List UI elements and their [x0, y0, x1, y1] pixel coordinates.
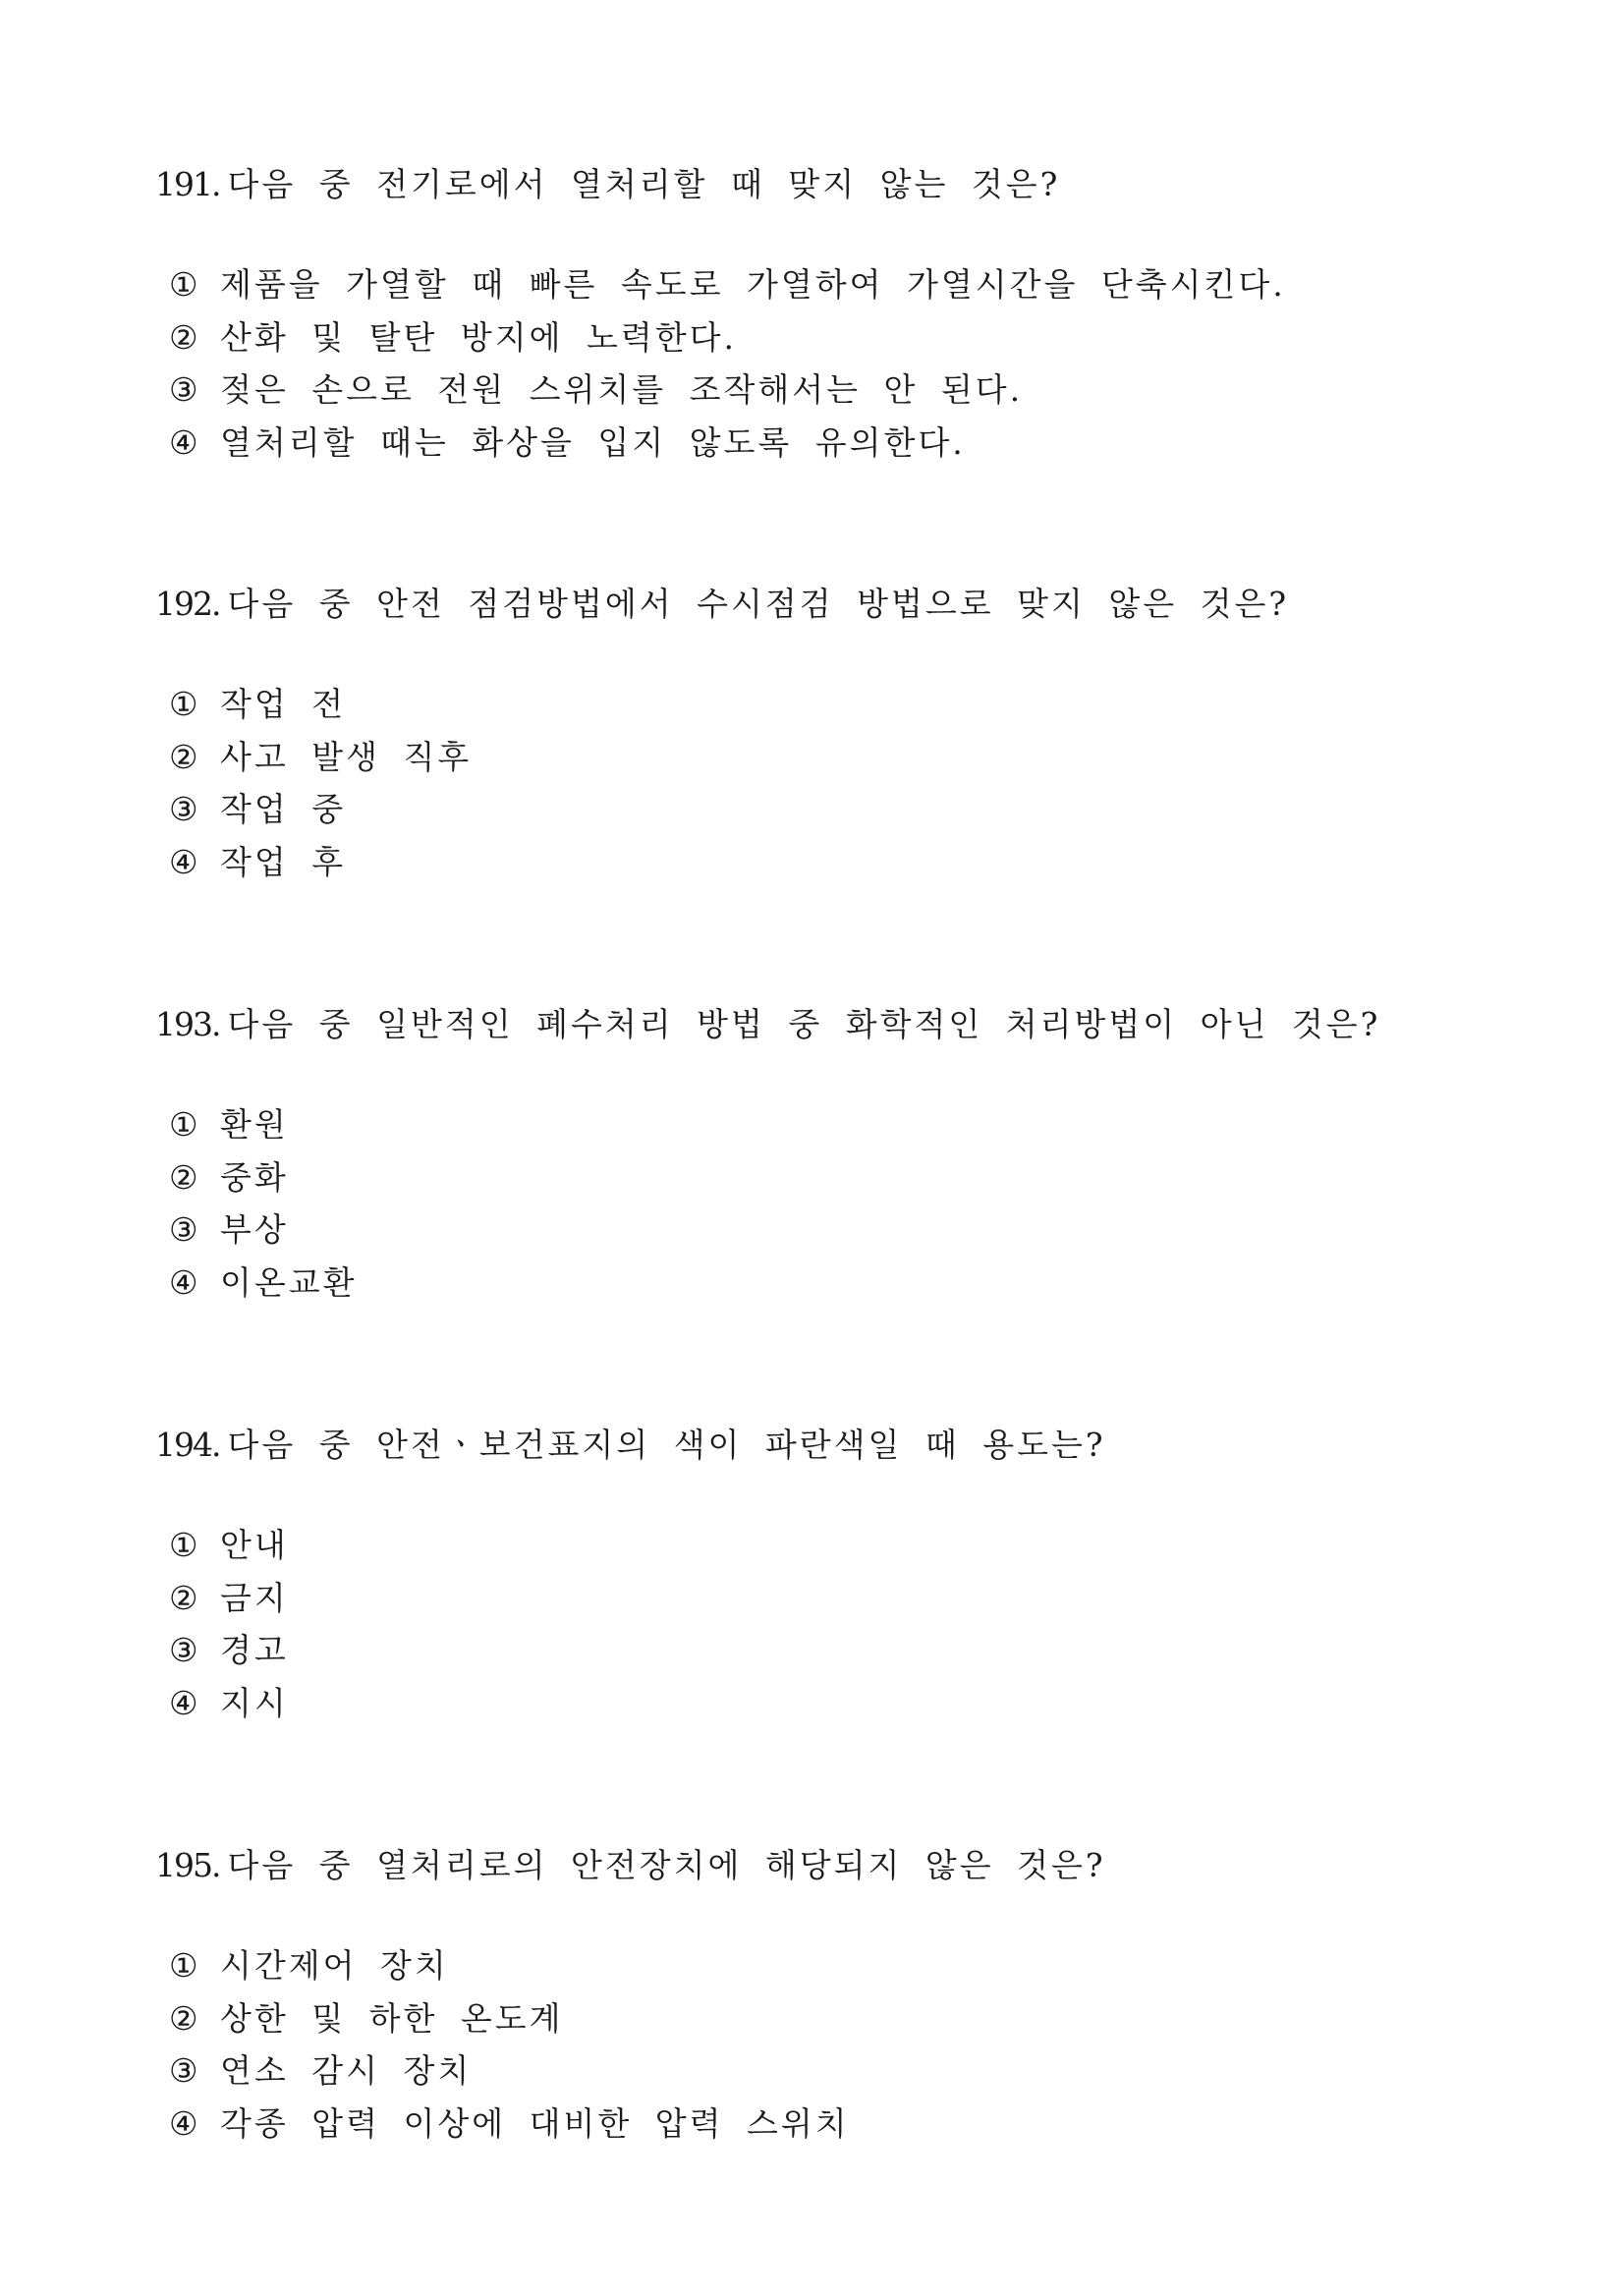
- option-mark: ①: [169, 685, 198, 723]
- question-191: [155, 165, 1511, 476]
- option-list: [155, 1946, 1511, 2156]
- question-number: 194.: [155, 1426, 220, 1464]
- question-stem: [155, 1005, 1511, 1044]
- option-mark: ①: [169, 1526, 198, 1564]
- option-2: [169, 1579, 1511, 1632]
- option-text: 상한 및 하한 온도계: [220, 1998, 564, 2038]
- option-list: [155, 1105, 1511, 1316]
- option-text: 작업 중: [220, 790, 347, 828]
- question-stem: [155, 1846, 1511, 1885]
- option-mark: ③: [169, 1631, 198, 1669]
- option-mark: ②: [169, 1578, 198, 1617]
- option-list: [155, 265, 1511, 476]
- option-mark: ①: [169, 1105, 198, 1144]
- option-mark: ④: [169, 2103, 198, 2143]
- option-3: [169, 2051, 1511, 2104]
- question-195: [155, 1846, 1511, 2156]
- option-mark: ①: [169, 265, 198, 304]
- option-mark: ②: [169, 1998, 198, 2038]
- question-194: [155, 1426, 1511, 1736]
- option-mark: ①: [169, 1946, 198, 1985]
- option-1: [169, 1526, 1511, 1579]
- option-text: 젖은 손으로 전원 스위치를 조작해서는 안 된다.: [220, 370, 1024, 409]
- option-text: 연소 감시 장치: [220, 2051, 473, 2090]
- option-text: 제품을 가열할 때 빠른 속도로 가열하여 가열시간을 단축시킨다.: [220, 265, 1286, 304]
- option-text: 시간제어 장치: [220, 1946, 449, 1985]
- option-2: [169, 1158, 1511, 1211]
- option-2: [169, 738, 1511, 791]
- option-text: 금지: [220, 1578, 289, 1617]
- question-192: [155, 585, 1511, 895]
- option-4: [169, 843, 1511, 896]
- question-number: 195.: [155, 1846, 220, 1884]
- option-text: 부상: [220, 1210, 289, 1249]
- question-stem: [155, 165, 1511, 204]
- question-text: 다음 중 일반적인 폐수처리 방법 중 화학적인 처리방법이 아닌 것은?: [227, 1005, 1381, 1043]
- option-3: [169, 1210, 1511, 1263]
- option-mark: ②: [169, 737, 198, 776]
- option-3: [169, 790, 1511, 843]
- option-4: [169, 1684, 1511, 1737]
- question-stem: [155, 1426, 1511, 1465]
- option-1: [169, 1946, 1511, 1999]
- option-text: 경고: [220, 1631, 289, 1669]
- option-list: [155, 1526, 1511, 1736]
- option-text: 환원: [220, 1105, 289, 1144]
- option-text: 지시: [220, 1683, 289, 1722]
- option-1: [169, 265, 1511, 318]
- option-text: 산화 및 탈탄 방지에 노력한다.: [220, 317, 737, 357]
- question-text: 다음 중 안전 점검방법에서 수시점검 방법으로 맞지 않은 것은?: [227, 585, 1290, 623]
- option-3: [169, 1631, 1511, 1684]
- option-2: [169, 1999, 1511, 2052]
- option-4: [169, 423, 1511, 476]
- option-3: [169, 370, 1511, 423]
- option-2: [169, 318, 1511, 371]
- option-text: 안내: [220, 1526, 289, 1564]
- option-text: 중화: [220, 1157, 289, 1197]
- question-text: 다음 중 안전ㆍ보건표지의 색이 파란색일 때 용도는?: [227, 1426, 1106, 1464]
- option-mark: ④: [169, 1683, 198, 1722]
- option-mark: ③: [169, 2051, 198, 2090]
- option-mark: ②: [169, 317, 198, 357]
- option-mark: ③: [169, 370, 198, 409]
- question-text: 다음 중 전기로에서 열처리할 때 맞지 않는 것은?: [227, 165, 1061, 203]
- option-mark: ④: [169, 422, 198, 462]
- question-text: 다음 중 열처리로의 안전장치에 해당되지 않은 것은?: [227, 1846, 1106, 1884]
- option-text: 작업 후: [220, 842, 347, 881]
- option-text: 각종 압력 이상에 대비한 압력 스위치: [220, 2103, 850, 2143]
- option-1: [169, 1105, 1511, 1158]
- question-193: [155, 1005, 1511, 1316]
- question-number: 192.: [155, 585, 220, 623]
- question-number: 193.: [155, 1005, 220, 1043]
- question-number: 191.: [155, 165, 220, 203]
- option-mark: ②: [169, 1157, 198, 1197]
- option-text: 작업 전: [220, 685, 347, 723]
- option-text: 이온교환: [220, 1262, 358, 1302]
- option-text: 열처리할 때는 화상을 입지 않도록 유의한다.: [220, 422, 966, 462]
- option-mark: ④: [169, 1262, 198, 1302]
- option-mark: ④: [169, 842, 198, 881]
- option-mark: ③: [169, 790, 198, 828]
- option-1: [169, 685, 1511, 738]
- option-mark: ③: [169, 1210, 198, 1249]
- option-4: [169, 1263, 1511, 1316]
- option-text: 사고 발생 직후: [220, 737, 473, 776]
- question-stem: [155, 585, 1511, 624]
- option-4: [169, 2104, 1511, 2157]
- option-list: [155, 685, 1511, 895]
